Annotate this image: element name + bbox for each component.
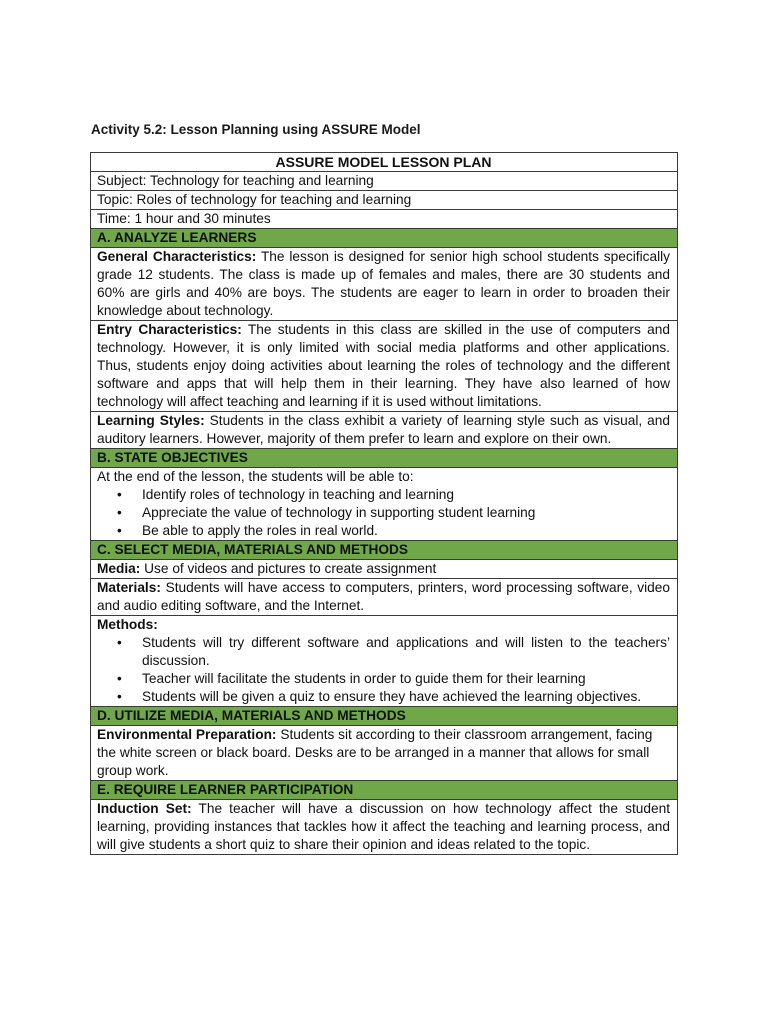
methods-cell	[91, 616, 678, 707]
activity-title: Activity 5.2: Lesson Planning using ASSURE Model	[91, 122, 421, 137]
list-item: • Identify roles of technology in teaching and learning	[97, 486, 670, 504]
list-item: • Students will be given a quiz to ensure they have achieved the learning objectives.	[97, 688, 670, 706]
section-a-heading: A. ANALYZE LEARNERS	[91, 229, 678, 248]
table-row	[91, 172, 678, 191]
plan-title: ASSURE MODEL LESSON PLAN	[91, 153, 678, 172]
materials-text: Students will have access to computers, printers, word processing software, video and audio editing software, and the Internet.	[97, 580, 670, 613]
media-cell	[91, 560, 678, 579]
list-item: • Be able to apply the roles in real world.	[97, 522, 670, 540]
table-row	[91, 321, 678, 412]
induction-set-cell	[91, 800, 678, 855]
table-row	[91, 449, 678, 468]
table-row	[91, 781, 678, 800]
materials-cell	[91, 579, 678, 616]
entry-characteristics-text: The students in this class are skilled in the use of computers and technology. However, it is only limited with social media platforms and other applications. Thus, students enjoy doing activities about learning the roles of technology and the different software and apps that will help them in their learning. They have also learned of how technology will affect teaching and learning if it is used without limitations.	[97, 322, 670, 409]
lesson-plan-table	[90, 152, 678, 855]
table-row	[91, 616, 678, 707]
table-row	[91, 248, 678, 321]
section-e-heading: E. REQUIRE LEARNER PARTICIPATION	[91, 781, 678, 800]
induction-set-text: The teacher will have a discussion on how technology affect the student learning, providing instances that tackles how it affect the teaching and learning process, and will give students a short quiz to share their opinion and ideas related to the topic.	[97, 801, 670, 852]
table-row	[91, 560, 678, 579]
objectives-list	[97, 486, 670, 540]
table-row	[91, 412, 678, 449]
general-characteristics-label: General Characteristics:	[97, 249, 257, 264]
media-label: Media:	[97, 561, 141, 576]
general-characteristics-text: The lesson is designed for senior high school students specifically grade 12 students. The class is made up of females and males, there are 30 students and 60% are girls and 40% are boys. The students are eager to learn in order to broaden their knowledge about technology.	[97, 249, 670, 318]
table-row	[91, 210, 678, 229]
table-row	[91, 153, 678, 172]
environmental-preparation-cell	[91, 726, 678, 781]
general-characteristics-cell	[91, 248, 678, 321]
media-text: Use of videos and pictures to create assignment	[144, 561, 437, 576]
objectives-cell	[91, 468, 678, 541]
list-item: • Teacher will facilitate the students in order to guide them for their learning	[97, 670, 670, 688]
time-cell: Time: 1 hour and 30 minutes	[91, 210, 678, 229]
entry-characteristics-cell	[91, 321, 678, 412]
environmental-preparation-text: Students sit according to their classroom arrangement, facing the white screen or black board. Desks are to be arranged in a manner that allows for small group work.	[97, 727, 653, 778]
table-row	[91, 579, 678, 616]
list-item: • Appreciate the value of technology in supporting student learning	[97, 504, 670, 522]
table-row	[91, 726, 678, 781]
table-row	[91, 191, 678, 210]
table-row	[91, 800, 678, 855]
section-c-heading: C. SELECT MEDIA, MATERIALS AND METHODS	[91, 541, 678, 560]
methods-label: Methods:	[97, 617, 158, 632]
list-item: • Students will try different software and applications and will listen to the teachers’ discussion.	[97, 634, 670, 670]
methods-list	[97, 634, 670, 706]
section-b-heading: B. STATE OBJECTIVES	[91, 449, 678, 468]
table-row	[91, 541, 678, 560]
topic-cell: Topic: Roles of technology for teaching and learning	[91, 191, 678, 210]
entry-characteristics-label: Entry Characteristics:	[97, 322, 242, 337]
subject-cell: Subject: Technology for teaching and learning	[91, 172, 678, 191]
learning-styles-label: Learning Styles:	[97, 413, 205, 428]
section-d-heading: D. UTILIZE MEDIA, MATERIALS AND METHODS	[91, 707, 678, 726]
table-row	[91, 468, 678, 541]
table-row	[91, 707, 678, 726]
environmental-preparation-label: Environmental Preparation:	[97, 727, 277, 742]
learning-styles-text: Students in the class exhibit a variety of learning style such as visual, and auditory learners. However, majority of them prefer to learn and explore on their own.	[97, 413, 670, 446]
learning-styles-cell	[91, 412, 678, 449]
objectives-intro: At the end of the lesson, the students will be able to:	[97, 469, 414, 484]
materials-label: Materials:	[97, 580, 161, 595]
table-row	[91, 229, 678, 248]
induction-set-label: Induction Set:	[97, 801, 192, 816]
